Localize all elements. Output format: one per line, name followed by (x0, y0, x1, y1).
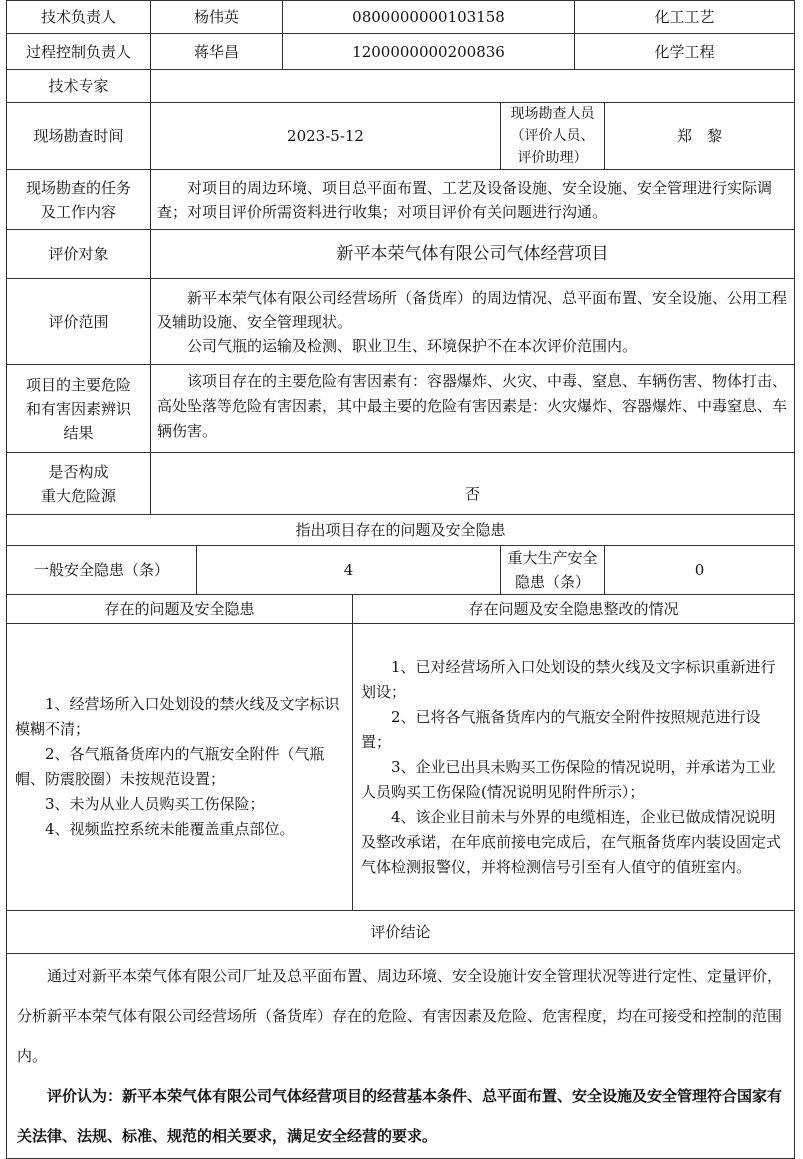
general-hazard-label: 一般安全隐患（条） (7, 546, 197, 595)
survey-staff-label-line1: 现场勘查人员 (510, 106, 595, 122)
issue-item: 2、各气瓶备货库内的气瓶安全附件（气瓶帽、防震胶圈）未按规范设置； (15, 745, 325, 788)
survey-time-label: 现场勘查时间 (7, 103, 151, 170)
issues-list (7, 624, 353, 911)
task-label-line1: 现场勘查的任务 (25, 178, 131, 197)
process-lead-label: 过程控制负责人 (7, 34, 151, 70)
rectification-item: 3、企业已出具未购买工伤保险的情况说明，并承诺为工业人员购买工伤保险(情况说明见附件所示）； (361, 757, 776, 801)
task-label-line2: 及工作内容 (40, 202, 116, 221)
hazard-label (7, 365, 151, 453)
conclusion-paragraph-2: 评价认为：新平本荣气体有限公司气体经营项目的经营基本条件、总平面布置、安全设施及安全管理符合国家有关法律、法规、标准、规范的相关要求，满足安全经营的要求。 (17, 1087, 783, 1145)
hazard-label-line3: 结果 (63, 423, 94, 442)
rectification-item: 4、该企业目前未与外界的电缆相连，企业已做成情况说明及整改承诺，在年底前接电完成后，在气瓶备货库内装设固定式气体检测报警仪，并将检测信号引至有人值守的值班室内。 (361, 807, 782, 876)
rectification-list (353, 624, 795, 911)
hazard-label-line1: 项目的主要危险 (25, 375, 131, 394)
rectification-item: 2、已将各气瓶备货库内的气瓶安全附件按照规范进行设置； (361, 707, 761, 751)
general-hazard-count: 4 (197, 546, 501, 595)
process-lead-cert: 1200000000200836 (283, 34, 575, 70)
tech-expert-label: 技术专家 (7, 70, 151, 103)
issues-section-title: 指出项目存在的问题及安全隐患 (7, 515, 795, 546)
scope-text (151, 279, 795, 365)
major-hazard-label-line2: 重大危险源 (40, 486, 116, 505)
rectification-item: 1、已对经营场所入口处划设的禁火线及文字标识重新进行划设； (361, 657, 776, 701)
process-lead-name: 蒋华昌 (151, 34, 283, 70)
survey-staff-value: 郑 黎 (605, 103, 795, 170)
conclusion-paragraph-1: 通过对新平本荣气体有限公司厂址及总平面布置、周边环境、安全设施计安全管理状况等进行定性、定量评价，分析新平本荣气体有限公司经营场所（备货库）存在的危险、有害因素及危险、危害程度，均在可接受和控制的范围内。 (17, 967, 783, 1065)
tech-lead-cert: 0800000000103158 (283, 1, 575, 34)
scope-label: 评价范围 (7, 279, 151, 365)
object-value: 新平本荣气体有限公司气体经营项目 (151, 230, 795, 279)
conclusion-title: 评价结论 (7, 911, 795, 954)
task-text: 对项目的周边环境、项目总平面布置、工艺及设备设施、安全设施、安全管理进行实际调查；对项目评价所需资料进行收集；对项目评价有关问题进行沟通。 (151, 170, 795, 230)
scope-paragraph-2: 公司气瓶的运输及检测、职业卫生、环境保护不在本次评价范围内。 (187, 336, 638, 355)
task-label (7, 170, 151, 230)
tech-lead-field: 化工工艺 (575, 1, 795, 34)
form-body (6, 0, 794, 1159)
major-hazard-label (7, 453, 151, 515)
tech-lead-label: 技术负责人 (7, 1, 151, 34)
tech-expert-value (151, 70, 795, 103)
survey-staff-label (501, 103, 605, 170)
major-hazard-label-line1: 是否构成 (48, 462, 109, 481)
issue-item: 3、未为从业人员购买工伤保险； (45, 795, 265, 813)
major-hazard-value: 否 (151, 453, 795, 515)
process-lead-field: 化学工程 (575, 34, 795, 70)
form-table (6, 0, 795, 1159)
major-hazard-count-label: 重大生产安全隐患（条） (501, 546, 605, 595)
tech-lead-name: 杨伟英 (151, 1, 283, 34)
hazard-text: 该项目存在的主要危险有害因素有：容器爆炸、火灾、中毒、窒息、车辆伤害、物体打击、高处坠落等危险有害因素，其中最主要的危险有害因素是：火灾爆炸、容器爆炸、中毒窒息、车辆伤害。 (151, 365, 795, 453)
conclusion-text (7, 954, 795, 1159)
issues-left-header: 存在的问题及安全隐患 (7, 595, 353, 624)
issue-item: 1、经营场所入口处划设的禁火线及文字标识模糊不清； (15, 695, 340, 738)
issue-item: 4、视频监控系统未能覆盖重点部位。 (45, 820, 295, 838)
object-label: 评价对象 (7, 230, 151, 279)
survey-staff-label-line2: （评价人员、评价助理） (510, 128, 595, 166)
scope-paragraph-1: 新平本荣气体有限公司经营场所（备货库）的周边情况、总平面布置、安全设施、公用工程及辅助设施、安全管理现状。 (157, 288, 788, 331)
hazard-label-line2: 和有害因素辨识 (25, 399, 131, 418)
survey-time-value: 2023-5-12 (151, 103, 501, 170)
major-hazard-count: 0 (605, 546, 795, 595)
issues-right-header: 存在问题及安全隐患整改的情况 (353, 595, 795, 624)
